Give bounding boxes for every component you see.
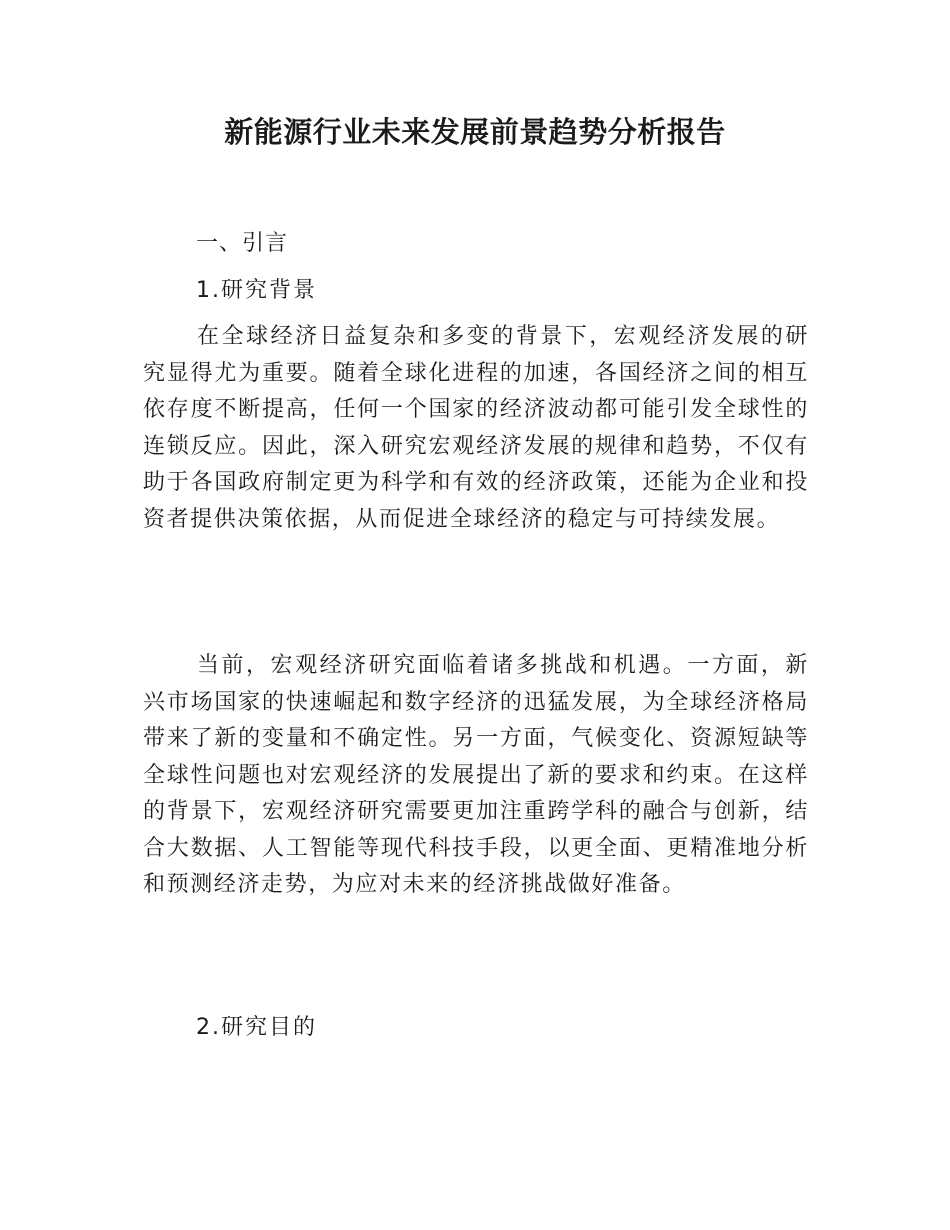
subsection-heading-research-purpose: 2.研究目的: [196, 1015, 317, 1040]
subsection-heading-research-background: 1.研究背景: [196, 278, 317, 303]
body-paragraph: 在全球经济日益复杂和多变的背景下，宏观经济发展的研究显得尤为重要。随着全球化进程的加速，各国经济之间的相互依存度不断提高，任何一个国家的经济波动都可能引发全球性的连锁反应。因此，深入研究宏观经济发展的规律和趋势，不仅有助于各国政府制定更为科学和有效的经济政策，还能为企业和投资者提供决策依据，从而促进全球经济的稳定与可持续发展。: [143, 324, 809, 532]
document-title: 新能源行业未来发展前景趋势分析报告: [224, 115, 726, 149]
section-heading-introduction: 一、引言: [196, 231, 289, 256]
body-paragraph: 当前，宏观经济研究面临着诸多挑战和机遇。一方面，新兴市场国家的快速崛起和数字经济的迅猛发展，为全球经济格局带来了新的变量和不确定性。另一方面，气候变化、资源短缺等全球性问题也对宏观经济的发展提出了新的要求和约束。在这样的背景下，宏观经济研究需要更加注重跨学科的融合与创新，结合大数据、人工智能等现代科技手段，以更全面、更精准地分析和预测经济走势，为应对未来的经济挑战做好准备。: [143, 653, 809, 897]
